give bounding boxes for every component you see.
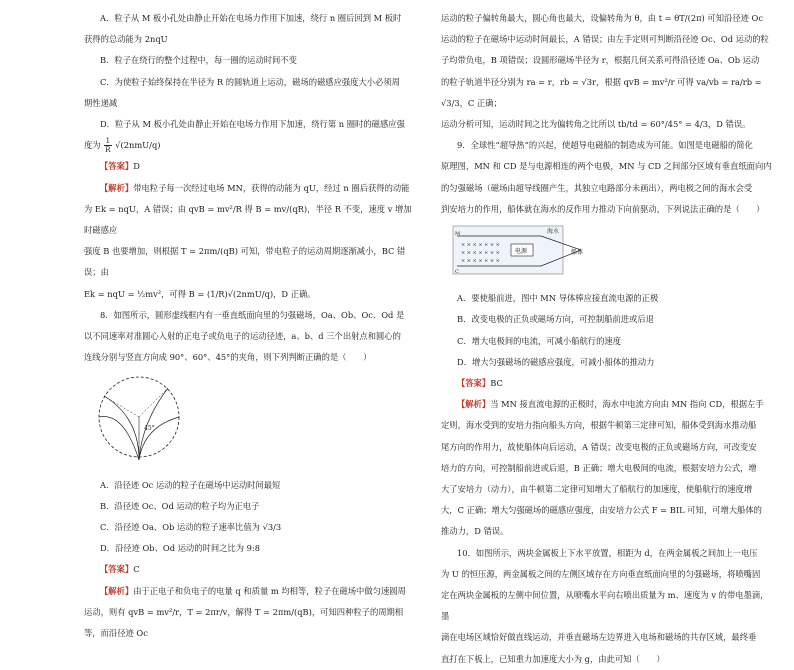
q8-explanation-cont-4: 的粒子轨道半径分别为 ra = r，rb = √3r，根据 qvB = mv²/r 可得 va/vb = ra/rb = √3/3，C 正确；	[441, 76, 762, 108]
q8-option-b: B．沿径迹 Oc、Od 运动的粒子均为正电子	[100, 500, 260, 511]
q7-option-c-line1: C．为使粒子始终保持在半径为 R 的圆轨道上运动，磁场的磁感应强度大小必须周	[100, 76, 400, 87]
q7-option-b: B．粒子在绕行的整个过程中，每一圈的运动时间不变	[100, 55, 297, 66]
q8-option-a: A．沿径迹 Oc 运动的粒子在磁场中运动时间最短	[100, 479, 281, 490]
explanation-tag: 【解析】	[100, 585, 134, 596]
explanation-line-2: 为 Ek = nqU，A 错误；由 qvB = mv²/R 得 B = mv/(qR)，半径 R 不变，速度 v 增加时磁感应	[84, 203, 412, 236]
q8-option-c: C．沿径迹 Oa、Ob 运动的粒子速率比值为 √3/3	[100, 522, 282, 533]
explanation-line-3: 强度 B 也要增加，则根据 T = 2πm/(qB) 可知，带电粒子的运动周期逐渐减小，BC 错误；由	[84, 246, 406, 278]
svg-text:× × × × × × ×: × × × × × × ×	[461, 242, 500, 249]
right-column	[441, 8, 775, 670]
explanation-line-5: 【解析】由于正电子和负电子的电量 q 和质量 m 均相等，粒子在磁场中做匀速圆周	[100, 585, 406, 596]
q8-explanation-cont-1: 运动的粒子偏转角最大，圆心角也最大，设偏转角为 θ，由 t = θT/(2π) 可知沿径迹 Oc	[441, 13, 763, 23]
answer-line-3	[441, 373, 775, 394]
fraction-1-over-r: $\frac{1}{R}$	[105, 137, 111, 155]
q9-option-a: A．要使船前进，图中 MN 导体棒应接直流电源的正极	[457, 293, 659, 304]
answer-tag: 【答案】	[100, 161, 134, 172]
q10-stem-line4: 滴在电场区域恰好做直线运动，并垂直磁场左边界进入电场和磁场的共存区域，最终垂	[441, 632, 757, 643]
q7-option-a-line2: 获得的总动能为 2nqU	[84, 34, 168, 45]
q9-figure	[451, 224, 775, 284]
q9-option-c: C．增大电极间的电流，可减小船航行的速度	[457, 335, 621, 346]
q10-stem-line2: 为 U 的恒压源，两金属板之间的左侧区域存在方向垂直纸面向里的匀强磁场，将喷嘴固	[441, 568, 761, 579]
q7-option-a-line1: A．粒子从 M 板小孔处由静止开始在电场力作用下加速，绕行 n 圈后回到 M 板时	[100, 13, 402, 23]
explanation-tag: 【解析】	[457, 399, 491, 410]
left-column	[84, 8, 418, 644]
explanation-line-4: Ek = nqU = ½mv²，可得 B = (1/R)√(2nmU/q)，D 正确。	[84, 288, 316, 299]
q9-stem-line1: 9．全球性“超导热”的兴起，使超导电磁船的制造成为可能。如图是电磁船的简化	[457, 140, 753, 151]
q8-figure	[94, 372, 418, 470]
electromagnetic-ship-diagram	[451, 224, 601, 276]
explanation-line-6: 运动，则有 qvB = mv²/r，T = 2πr/v，解得 T = 2πm/(qB)，可知四种粒子的周期相等，而沿径迹 Oc	[84, 606, 404, 639]
q8-explanation-cont-3: 子均带负电，B 项错误；设圆形磁场半径为 r，根据几何关系可得沿径迹 Oa、Ob 运动	[441, 55, 760, 66]
svg-text:M: M	[455, 231, 461, 238]
answer-value: D	[133, 161, 140, 172]
sqrt-formula: √(2nmU/q)	[115, 140, 161, 151]
svg-text:× × × × × × ×: × × × × × × ×	[461, 250, 500, 257]
svg-text:× × × × × × ×: × × × × × × ×	[461, 258, 500, 265]
q7-option-d-text: 度为	[84, 140, 101, 151]
q9-explanation-7: 推动力，D 错误。	[441, 526, 509, 537]
q10-stem-line5: 直打在下板上，已知重力加速度大小为 g，由此可知（ ）	[441, 653, 665, 664]
hull-label: 船体	[571, 249, 584, 257]
q8-stem-line1: 8．如图所示，圆形虚线框内有一垂直纸面向里的匀强磁场，Oa、Ob、Oc、Od 是	[100, 309, 405, 320]
answer-tag: 【答案】	[100, 564, 134, 575]
q8-explanation-cont-2: 运动的粒子在磁场中运动时间最长，A 错误；由左手定则可判断沿径迹 Oc、Od 运动的粒	[441, 34, 769, 45]
q9-explanation-2: 定则，海水受到的安培力指向船头方向，根据牛顿第三定律可知，船体受到海水推动船	[441, 420, 757, 431]
q9-explanation-3: 尾方向的作用力，故使船体向后运动，A 错误；改变电极的正负或磁场方向，可改变安	[441, 441, 757, 452]
answer-value: C	[133, 564, 140, 575]
answer-value: BC	[490, 378, 503, 389]
q9-stem-line3: 的匀强磁场（磁场由超导线圈产生，其独立电路部分未画出），两电极之间的海水会受	[441, 182, 753, 193]
q7-option-d-line1: D．粒子从 M 板小孔处由静止开始在电场力作用下加速，绕行第 n 圈时的磁感应强	[100, 119, 405, 130]
answer-tag: 【答案】	[457, 378, 491, 389]
explanation-tag: 【解析】	[100, 182, 134, 193]
q10-stem-line3: 定在两块金属板的左侧中间位置，从喷嘴水平向右喷出质量为 m、速度为 v 的带电墨滴，墨	[441, 590, 769, 622]
q9-option-d: D．增大匀强磁场的磁感应强度，可减小船体的推动力	[457, 356, 655, 367]
power-label: 电源	[515, 248, 528, 256]
q9-explanation-4: 培力的方向，可控制船前进或后退，B 正确；增大电极间的电流，根据安培力公式，增	[441, 462, 757, 473]
explanation-line-1: 【解析】带电粒子每一次经过电场 MN，获得的动能为 qU，经过 n 圈后获得的动能	[100, 182, 410, 193]
q9-explanation-6: 大，C 正确；增大匀强磁场的磁感应强度，由安培力公式 F = BIL 可知，可增大船体的	[441, 505, 762, 516]
q7-option-d-line2	[84, 135, 418, 156]
q9-option-b: B．改变电极的正负或磁场方向，可控制船前进或后退	[457, 314, 654, 325]
q8-stem-line2: 以不同速率对准圆心入射的正电子或负电子的运动径迹，a、b、d 三个出射点和圆心的	[84, 331, 401, 342]
svg-text:C: C	[455, 269, 459, 276]
answer-line-1	[84, 156, 418, 177]
q9-stem-line2: 原理图，MN 和 CD 是与电源相连的两个电极，MN 与 CD 之间部分区域有垂直纸面向内	[441, 161, 772, 172]
q9-explanation-1: 【解析】当 MN 接直流电源的正极时，海水中电流方向由 MN 指向 CD，根据左手	[457, 399, 764, 410]
q8-explanation-cont-5: 运动分析可知，运动时间之比为偏转角之比所以 tb/td = 60°/45° = 4/3，D 错误。	[441, 119, 751, 130]
q9-stem-line4: 到安培力的作用，船体就在海水的反作用力推动下向前驱动，下列说法正确的是（ ）	[441, 203, 765, 214]
q7-option-c-line2: 期性递减	[84, 97, 118, 108]
seawater-label: 海水	[547, 228, 560, 236]
q8-stem-line3: 连线分别与竖直方向成 90°、60°、45°的夹角，则下列判断正确的是（ ）	[84, 352, 372, 363]
q8-option-d: D．沿径迹 Ob、Od 运动的时间之比为 9:8	[100, 543, 261, 554]
q9-explanation-5: 大了安培力（动力），由牛顿第二定律可知增大了船航行的加速度，使船航行的速度增	[441, 484, 753, 495]
angle-label: 45°	[144, 425, 155, 433]
q10-stem-line1: 10．如图所示，两块金属板上下水平放置，相距为 d，在两金属板之间加上一电压	[457, 547, 758, 558]
circle-field-diagram	[94, 372, 184, 462]
answer-line-2	[84, 559, 418, 580]
